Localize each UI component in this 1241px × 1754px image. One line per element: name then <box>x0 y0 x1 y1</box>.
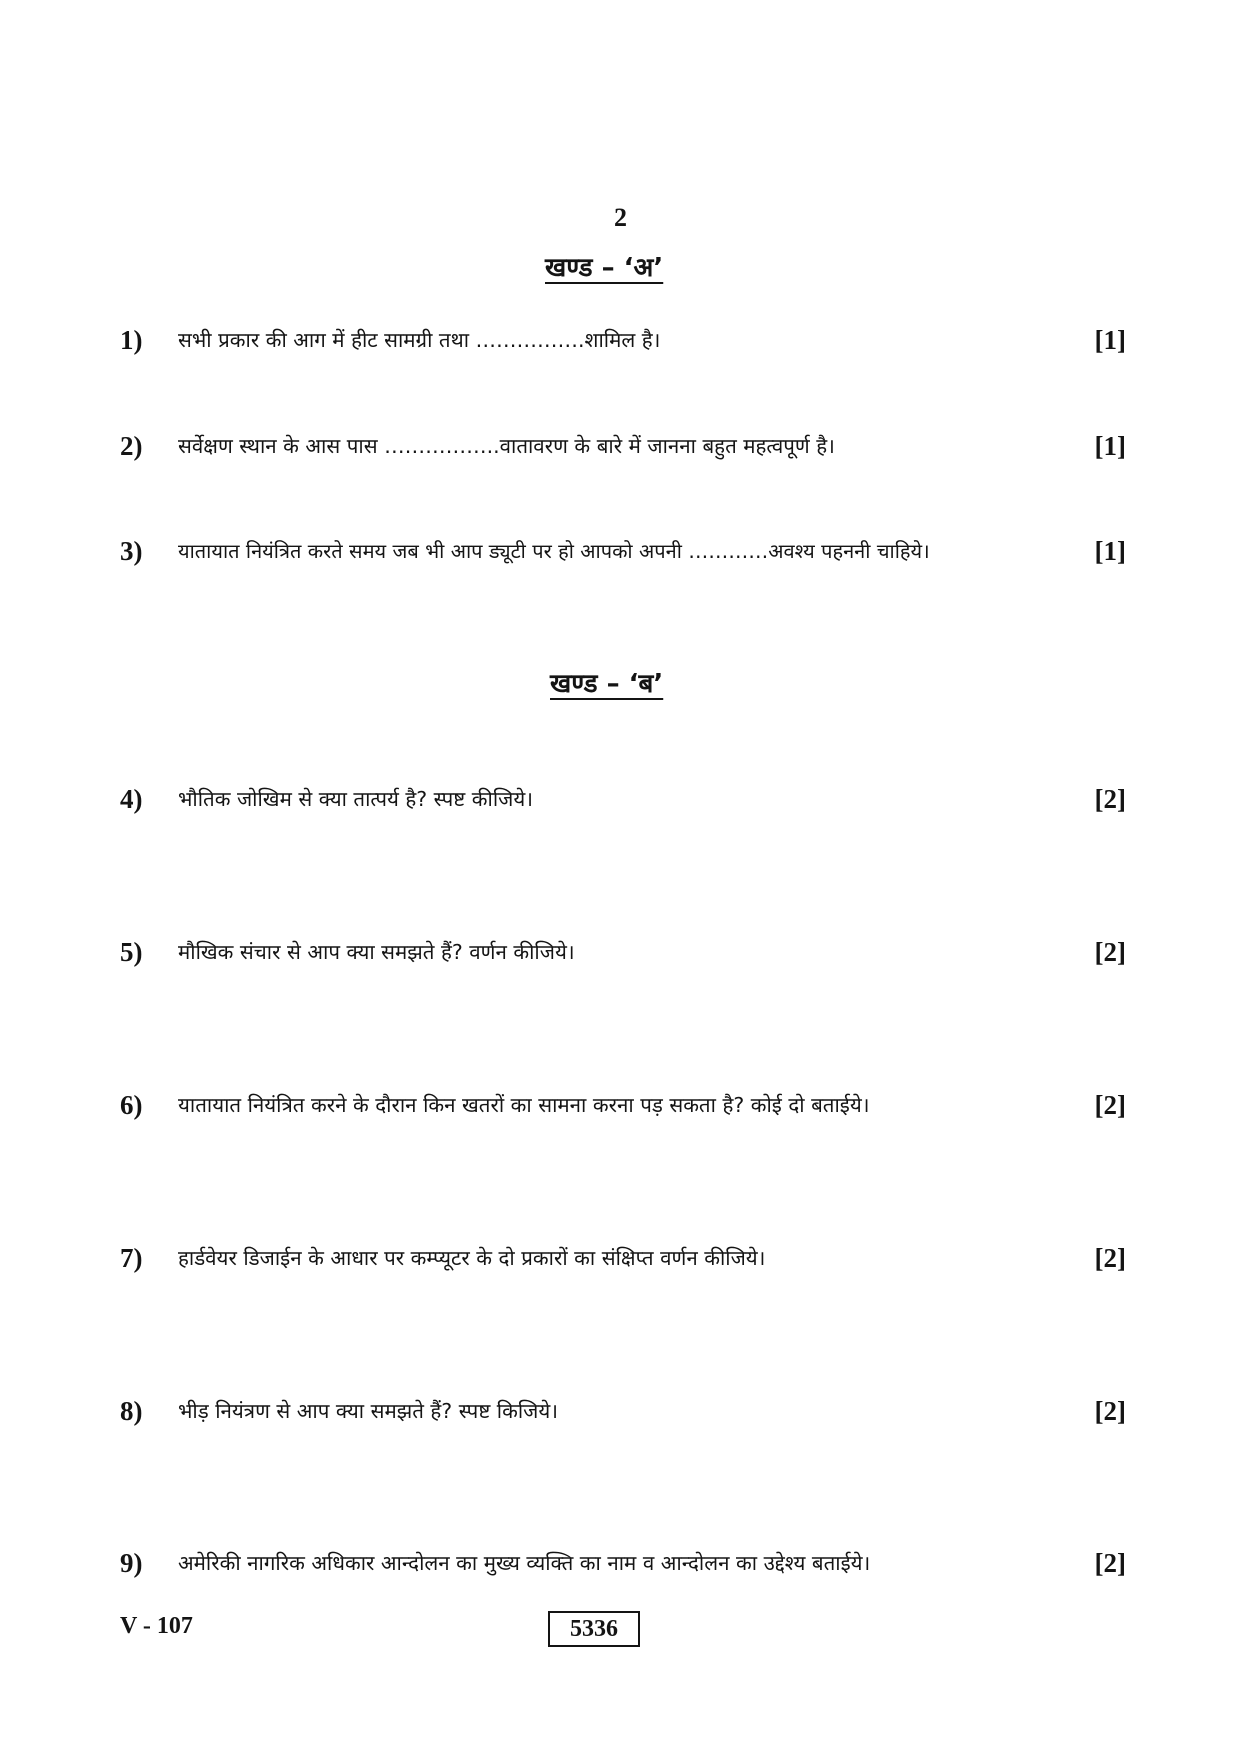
question-text: सर्वेक्षण स्थान के आस पास ……………..वातावरण के बारे में जानना बहुत महत्वपूर्ण है। <box>178 434 835 458</box>
question-text: सभी प्रकार की आग में हीट सामग्री तथा …………….शामिल है। <box>178 328 661 352</box>
question-marks: [1] <box>1094 431 1126 461</box>
question-item <box>120 320 1126 360</box>
question-number: 5) <box>120 937 143 967</box>
question-marks: [1] <box>1094 536 1126 566</box>
question-number: 8) <box>120 1396 143 1426</box>
question-marks: [2] <box>1094 1243 1126 1273</box>
question-marks: [2] <box>1094 1090 1126 1120</box>
sheet-number-box: 5336 <box>548 1611 640 1647</box>
question-item <box>120 1085 1126 1125</box>
question-item <box>120 1391 1126 1431</box>
section-heading-a: खण्ड – ‘अ’ <box>545 253 664 283</box>
question-marks: [1] <box>1094 325 1126 355</box>
question-number: 6) <box>120 1090 143 1120</box>
question-number: 7) <box>120 1243 143 1273</box>
question-marks: [2] <box>1094 784 1126 814</box>
question-text: अमेरिकी नागरिक अधिकार आन्दोलन का मुख्य व्यक्ति का नाम व आन्दोलन का उद्देश्य बताईये। <box>178 1551 871 1575</box>
question-text: हार्डवेयर डिजाईन के आधार पर कम्प्यूटर के दो प्रकारों का संक्षिप्त वर्णन कीजिये। <box>178 1246 766 1270</box>
question-item <box>120 531 1126 571</box>
question-text: यातायात नियंत्रित करने के दौरान किन खतरों का सामना करना पड़ सकता है? कोई दो बताईये। <box>178 1093 870 1117</box>
page-number: 2 <box>614 203 627 232</box>
question-number: 1) <box>120 325 143 355</box>
question-number: 3) <box>120 536 143 566</box>
question-item <box>120 426 1126 466</box>
question-marks: [2] <box>1094 1396 1126 1426</box>
question-number: 2) <box>120 431 143 461</box>
question-number: 4) <box>120 784 143 814</box>
question-text: मौखिक संचार से आप क्या समझते हैं? वर्णन कीजिये। <box>178 940 575 964</box>
question-text: यातायात नियंत्रित करते समय जब भी आप ड्यूटी पर हो आपको अपनी …………अवश्य पहननी चाहिये। <box>178 539 930 563</box>
question-marks: [2] <box>1094 937 1126 967</box>
question-item <box>120 779 1126 819</box>
question-item <box>120 932 1126 972</box>
question-text: भौतिक जोखिम से क्या तात्पर्य है? स्पष्ट कीजिये। <box>178 787 533 811</box>
question-item <box>120 1238 1126 1278</box>
question-number: 9) <box>120 1548 143 1578</box>
question-item <box>120 1543 1126 1583</box>
question-marks: [2] <box>1094 1548 1126 1578</box>
question-text: भीड़ नियंत्रण से आप क्या समझते हैं? स्पष्ट किजिये। <box>178 1399 559 1423</box>
paper-code: V - 107 <box>120 1613 193 1639</box>
section-heading-b: खण्ड – ‘ब’ <box>550 669 664 699</box>
